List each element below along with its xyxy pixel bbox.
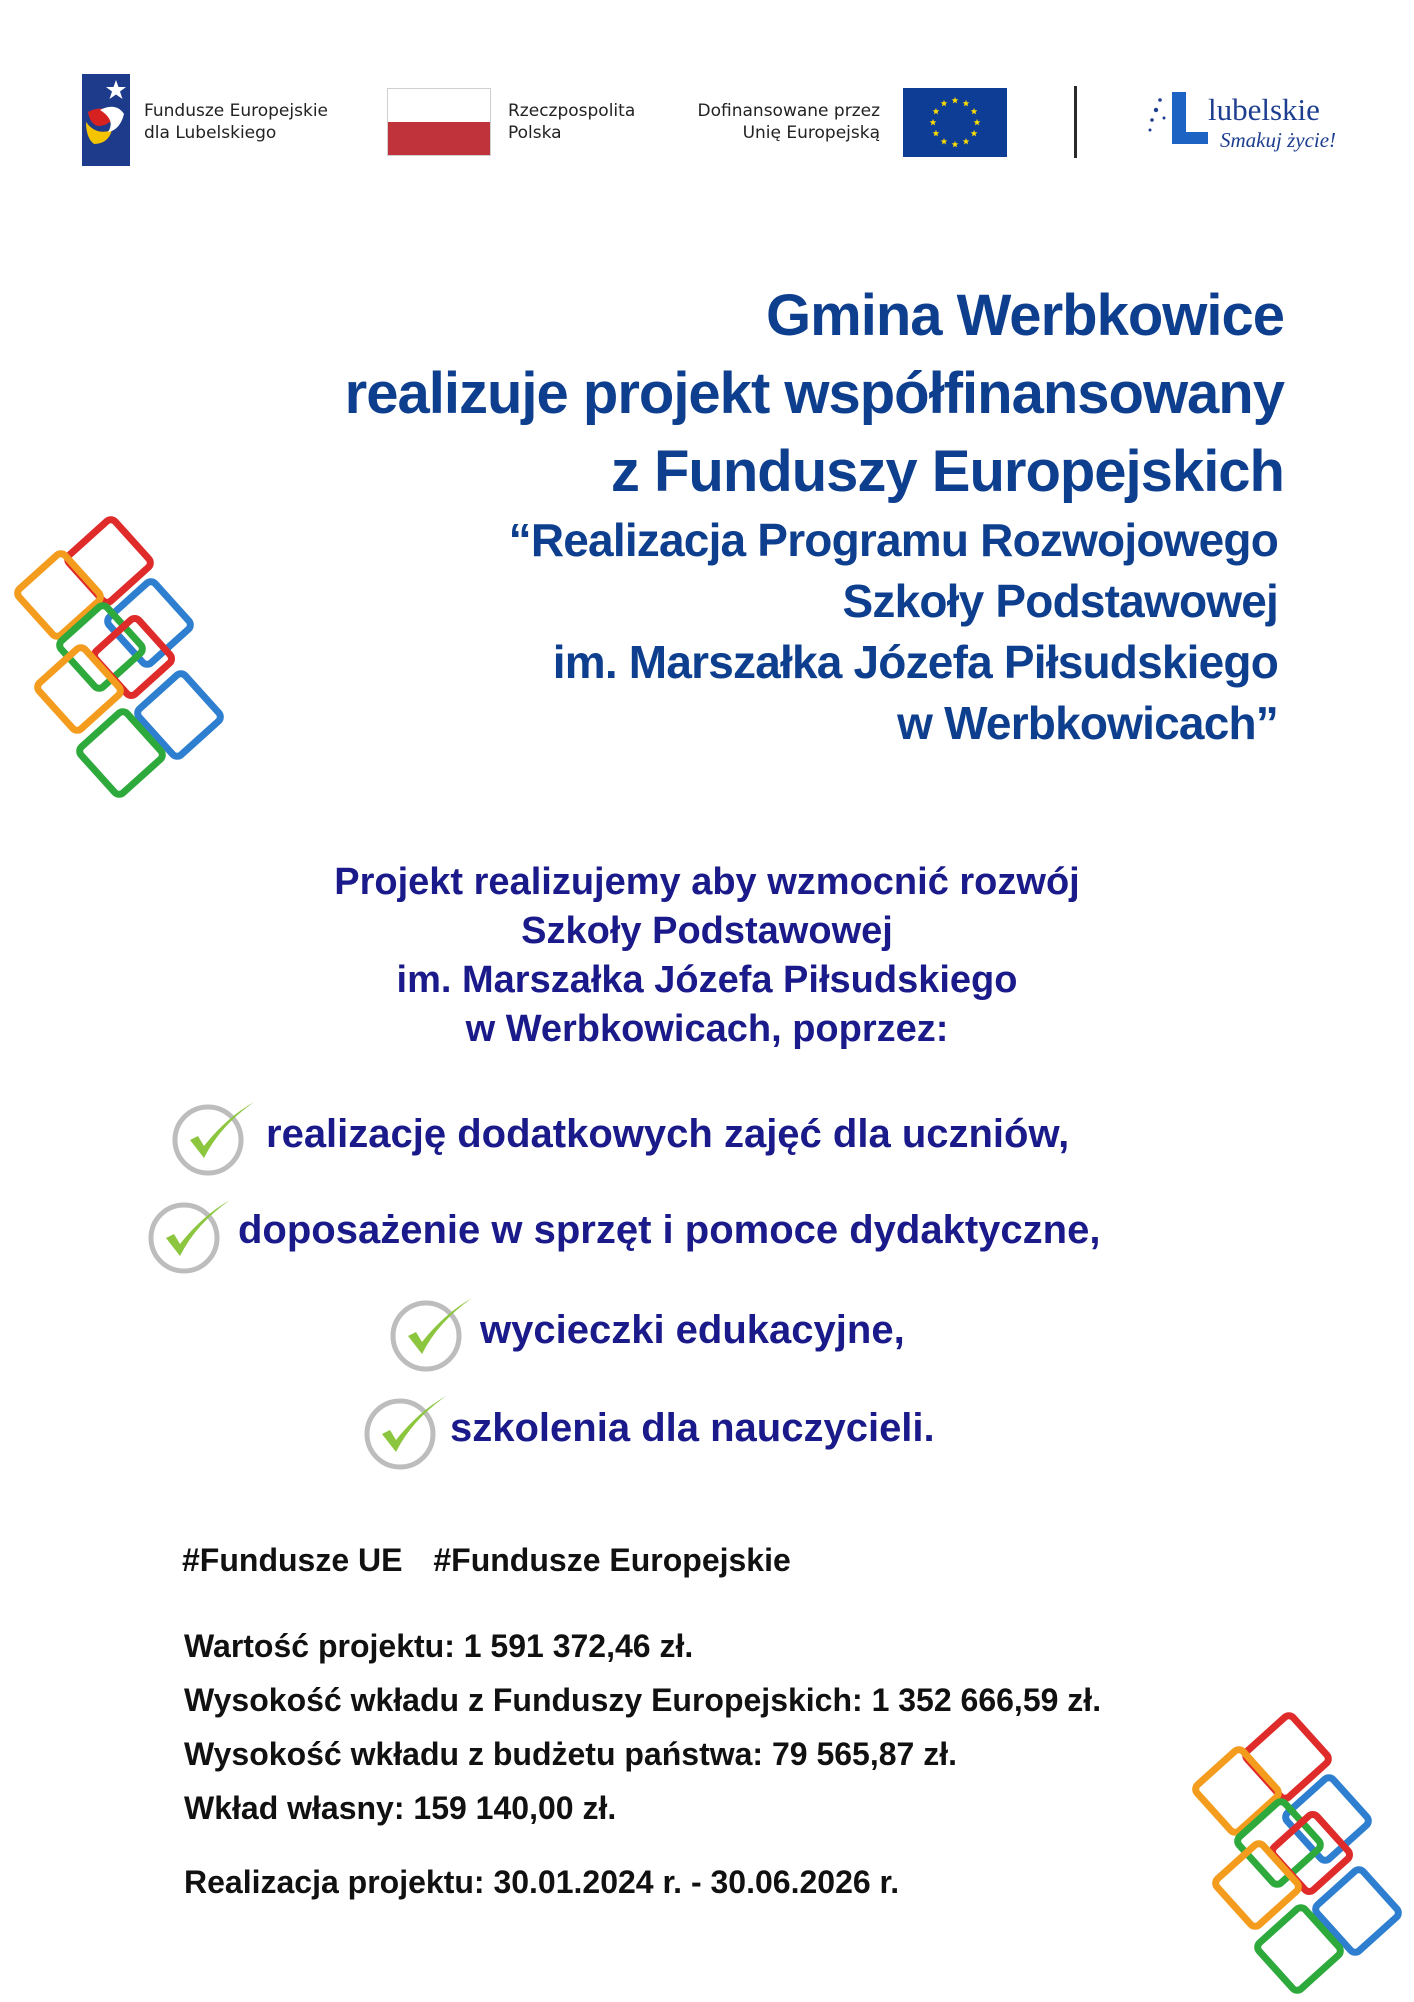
intro-line3: im. Marszałka Józefa Piłsudskiego (396, 959, 1018, 1001)
eu-contribution: Wysokość wkładu z Funduszy Europejskich: 1 352 666,59 zł. (184, 1682, 1102, 1718)
eu-star-icon (952, 97, 959, 104)
fundusze-europejskie-logo-icon (82, 74, 130, 166)
rzeczpospolita-text (508, 100, 635, 144)
dof-line1: Dofinansowane przez (697, 101, 880, 121)
project-value: Wartość projektu: 1 591 372,46 zł. (184, 1628, 694, 1664)
logo-separator (1074, 86, 1077, 158)
logo-bar (0, 0, 1414, 180)
eu-star-icon (963, 138, 970, 145)
heading-line3: z Funduszy Europejskich (610, 439, 1284, 504)
eu-star-icon (971, 108, 978, 115)
heading-line2: realizuje projekt współfinansowany (344, 361, 1284, 426)
heading-line1: Gmina Werbkowice (766, 283, 1284, 348)
hashtag: #Fundusze UE (182, 1542, 403, 1578)
check-icon (170, 1096, 262, 1178)
state-contribution: Wysokość wkładu z budżetu państwa: 79 565,87 zł. (184, 1736, 957, 1772)
eu-star-icon (963, 100, 970, 107)
eu-star-icon (952, 141, 959, 148)
check-icon (146, 1194, 238, 1276)
intro-line4: w Werbkowicach, poprzez: (465, 1008, 949, 1050)
eu-star-icon (974, 119, 981, 126)
fe-line1: Fundusze Europejskie (144, 101, 328, 121)
eu-star-icon (941, 100, 948, 107)
lubelskie-tagline: Smakuj życie! (1220, 128, 1337, 152)
eu-star-icon (971, 130, 978, 137)
lubelskie-wordmark: lubelskie (1208, 92, 1320, 127)
project-title-line3: im. Marszałka Józefa Piłsudskiego (552, 636, 1278, 688)
colorful-squares-right-icon (1186, 1712, 1414, 2002)
check-icon (362, 1390, 454, 1472)
eu-star-icon (933, 108, 940, 115)
hashtags (182, 1542, 813, 1579)
project-title-line4: w Werbkowicach” (897, 697, 1278, 749)
rp-line1: Rzeczpospolita (508, 101, 636, 121)
project-period: Realizacja projektu: 30.01.2024 r. - 30.06.2026 r. (184, 1864, 900, 1900)
list-item-text: szkolenia dla nauczycieli. (450, 1406, 935, 1450)
eu-star-icon (930, 119, 937, 126)
dofinansowane-text (680, 100, 880, 144)
fe-line2: dla Lubelskiego (144, 123, 277, 143)
eu-star-icon (933, 130, 940, 137)
lubelskie-logo-icon (1146, 88, 1212, 150)
list-item-text: wycieczki edukacyjne, (480, 1308, 905, 1352)
intro-line2: Szkoły Podstawowej (521, 910, 893, 952)
list-item-text: realizację dodatkowych zajęć dla uczniów, (266, 1112, 1070, 1156)
polish-flag-icon (387, 88, 491, 156)
hashtag: #Fundusze Europejskie (433, 1542, 791, 1578)
eu-star-icon (941, 138, 948, 145)
intro-line1: Projekt realizujemy aby wzmocnić rozwój (334, 861, 1080, 903)
project-title-line2: Szkoły Podstawowej (842, 575, 1278, 627)
list-item-text: doposażenie w sprzęt i pomoce dydaktyczne, (238, 1208, 1101, 1252)
colorful-squares-left-icon (8, 516, 238, 806)
project-title-line1: “Realizacja Programu Rozwojowego (508, 514, 1278, 566)
rp-line2: Polska (508, 123, 562, 143)
dof-line2: Unię Europejską (742, 123, 880, 143)
eu-flag-icon (903, 88, 1007, 157)
fundusze-europejskie-text (144, 100, 328, 144)
own-contribution: Wkład własny: 159 140,00 zł. (184, 1790, 617, 1826)
check-icon (388, 1292, 480, 1374)
